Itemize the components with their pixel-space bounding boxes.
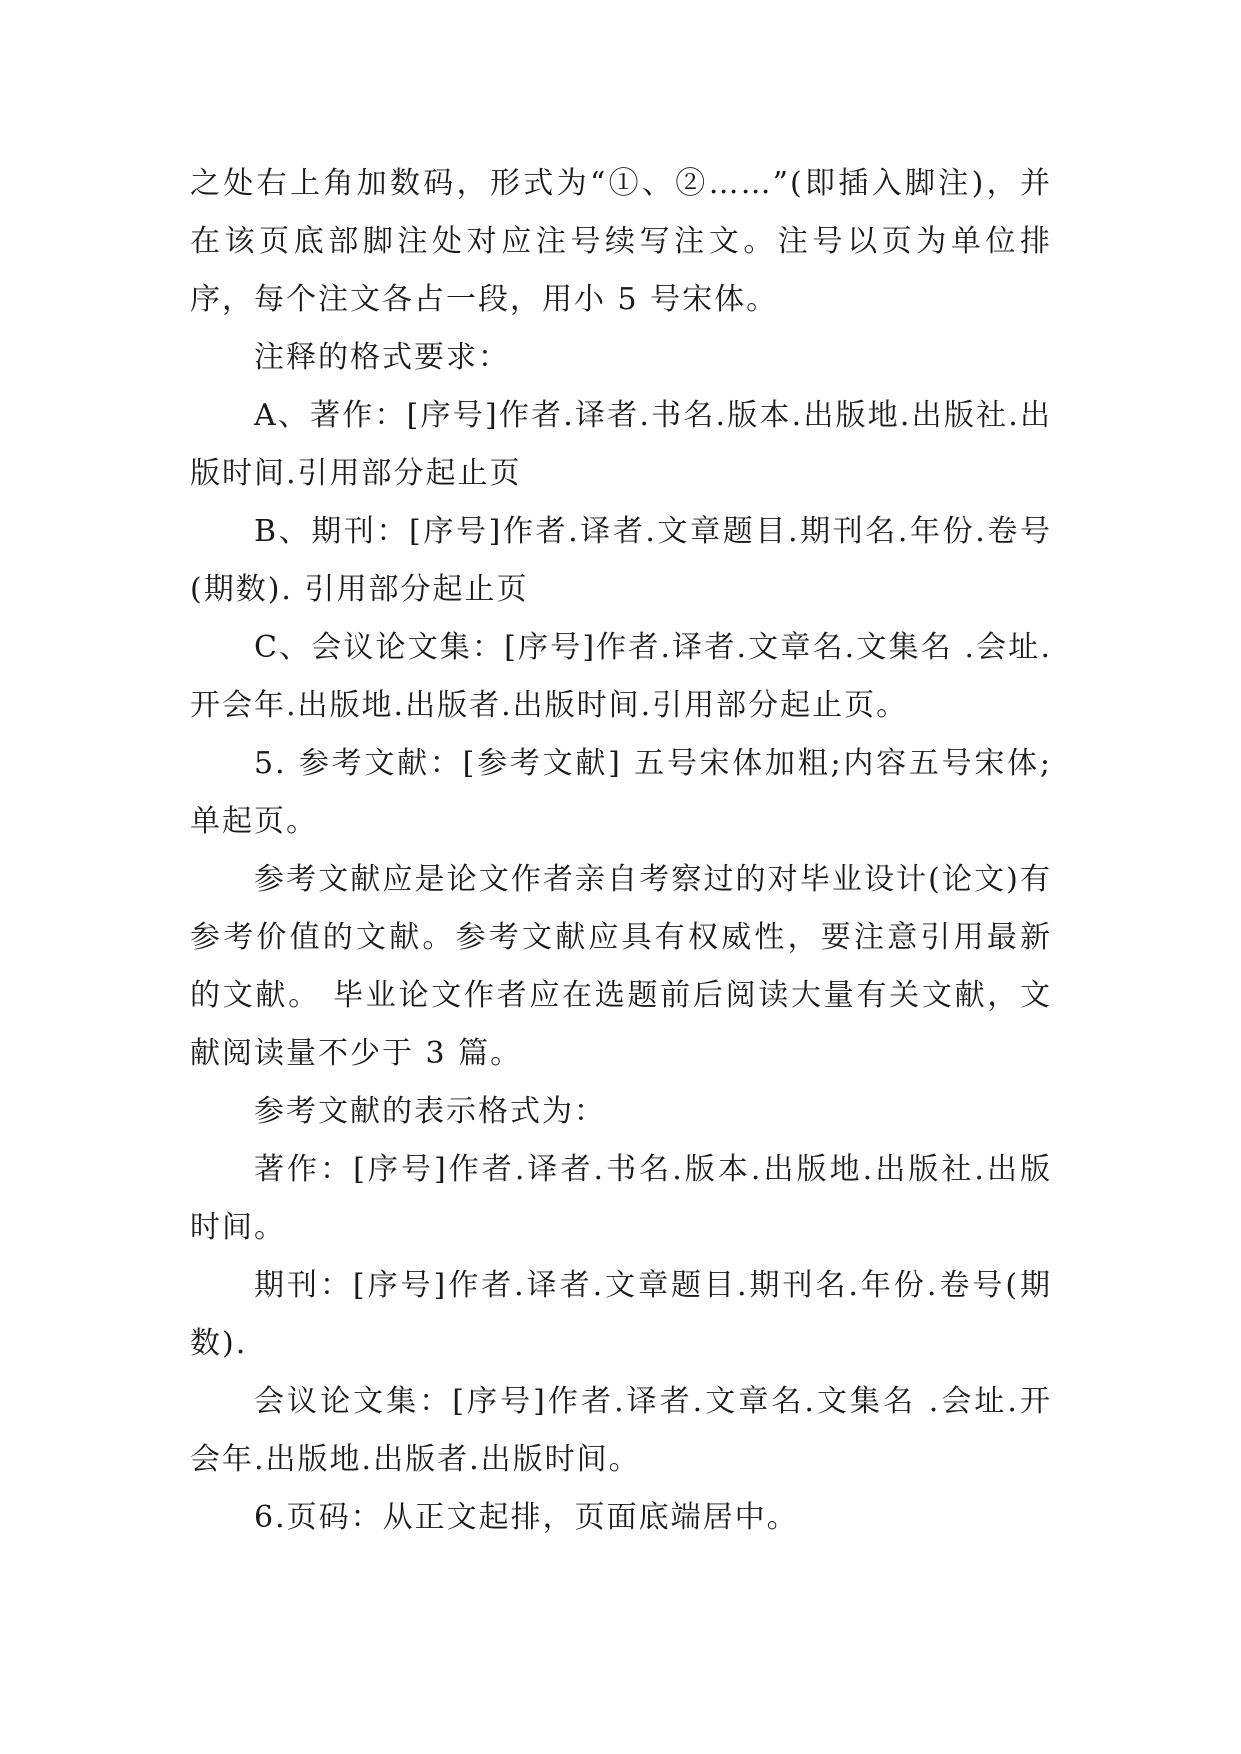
paragraph-annotation-journal: B、期刊：[序号]作者.译者.文章题目.期刊名.年份.卷号(期数). 引用部分起止页 (190, 514, 1052, 607)
document-body (190, 155, 1052, 1547)
paragraph-reference-journal: 期刊：[序号]作者.译者.文章题目.期刊名.年份.卷号(期数). (190, 1268, 1052, 1361)
paragraph-annotation-format-heading: 注释的格式要求： (254, 340, 510, 375)
paragraph-page-number-rule: 6.页码：从正文起排，页面底端居中。 (254, 1500, 799, 1535)
paragraph-footnote-intro: 之处右上角加数码，形式为“①、②……”(即插入脚注)，并在该页底部脚注处对应注号续写注文。注号以页为单位排序，每个注文各占一段，用小 5 号宋体。 (190, 166, 1052, 317)
paragraph-annotation-proceedings: C、会议论文集：[序号]作者.译者.文章名.文集名 .会址.开会年.出版地.出版者.出版时间.引用部分起止页。 (190, 630, 1052, 723)
paragraph-references-format-heading: 参考文献的表示格式为： (254, 1094, 606, 1129)
paragraph-reference-book: 著作：[序号]作者.译者.书名.版本.出版地.出版社.出版时间。 (190, 1152, 1052, 1245)
paragraph-reference-proceedings: 会议论文集：[序号]作者.译者.文章名.文集名 .会址.开会年.出版地.出版者.出版时间。 (190, 1384, 1052, 1477)
paragraph-references-heading: 5. 参考文献：[参考文献] 五号宋体加粗;内容五号宋体;单起页。 (190, 746, 1052, 839)
paragraph-references-description: 参考文献应是论文作者亲自考察过的对毕业设计(论文)有参考价值的文献。参考文献应具有权威性，要注意引用最新的文献。 毕业论文作者应在选题前后阅读大量有关文献，文献阅读量不少于 3 篇。 (190, 862, 1052, 1071)
paragraph-annotation-book: A、著作：[序号]作者.译者.书名.版本.出版地.出版社.出版时间.引用部分起止页 (190, 398, 1052, 491)
